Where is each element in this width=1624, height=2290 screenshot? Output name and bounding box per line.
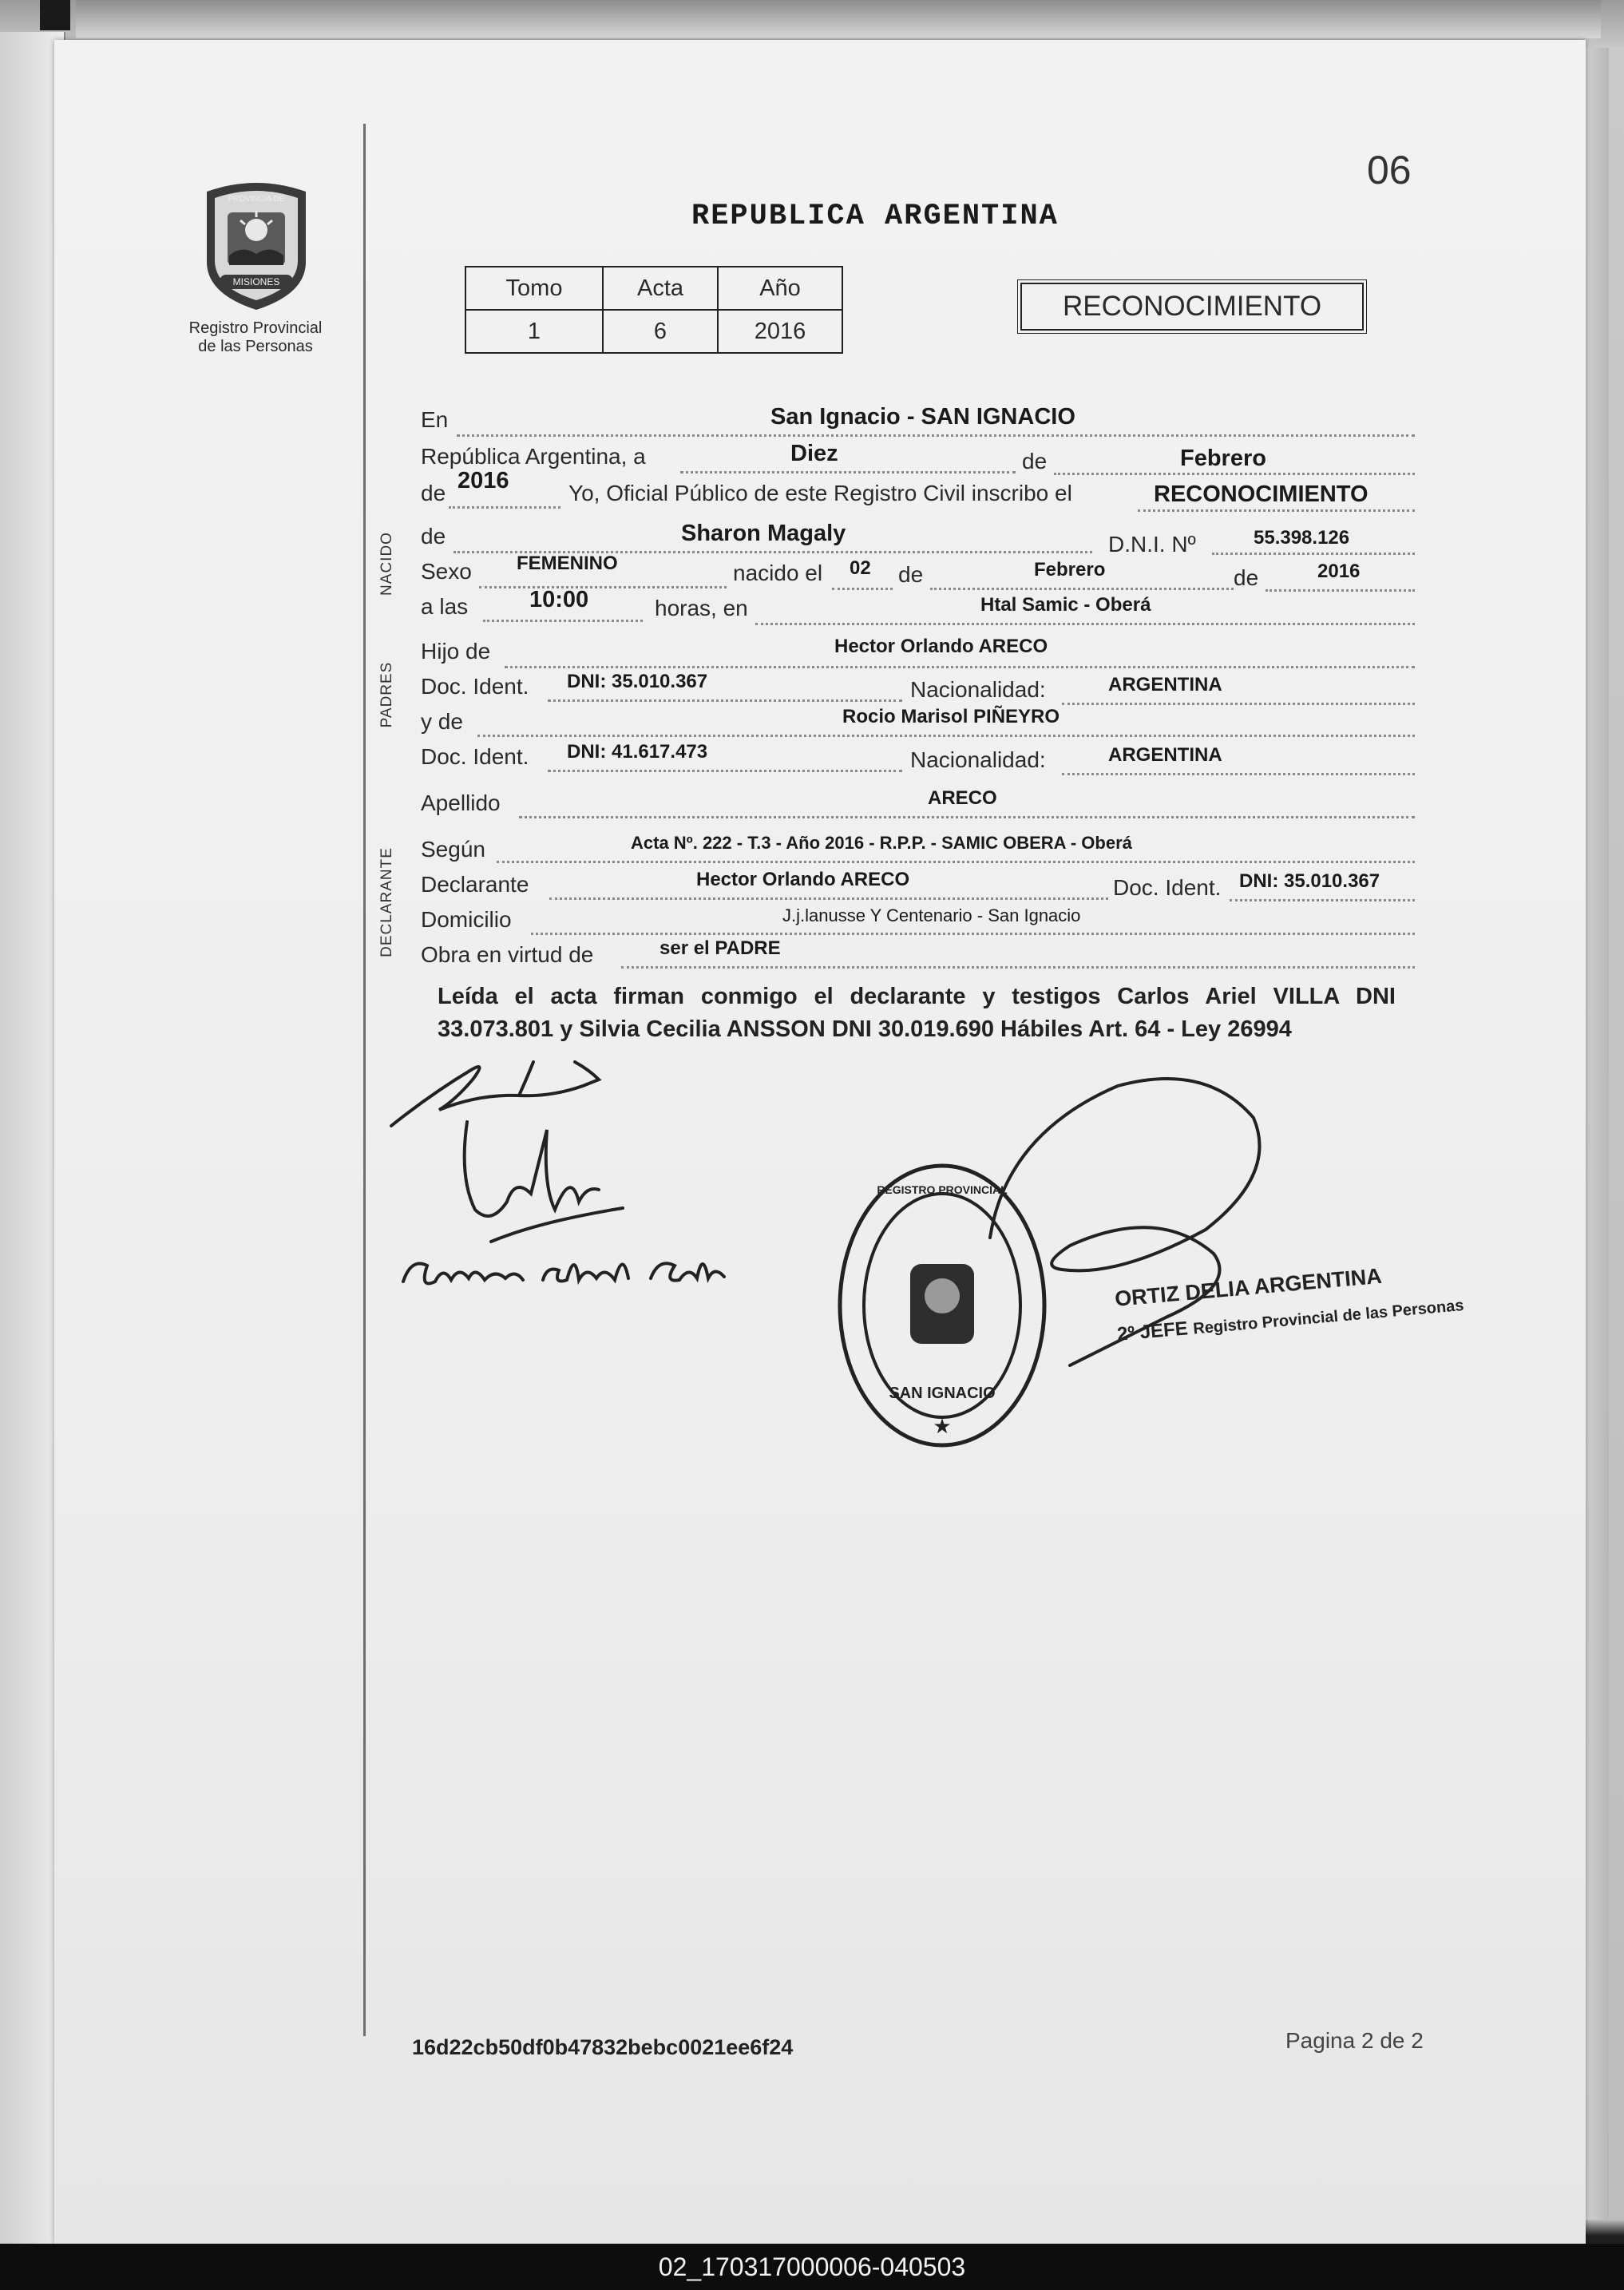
value-dia-nac: 02 — [850, 557, 871, 579]
dotted-line — [1138, 509, 1415, 512]
country-title: REPUBLICA ARGENTINA — [691, 200, 1059, 233]
value-lugar: San Ignacio - SAN IGNACIO — [770, 404, 1075, 430]
dotted-line — [479, 586, 727, 588]
label-doc-ident-2: Doc. Ident. — [421, 744, 529, 769]
official-role-title: 2º JEFE — [1116, 1317, 1189, 1345]
dotted-line — [457, 434, 1415, 437]
value-inscripcion: RECONOCIMIENTO — [1154, 481, 1369, 507]
value-padre: Hector Orlando ARECO — [834, 636, 1048, 657]
value-dia: Diez — [790, 441, 838, 466]
label-y-de: y de — [421, 709, 463, 734]
value-domicilio: J.j.lanusse Y Centenario - San Ignacio — [782, 905, 1081, 925]
dotted-line — [680, 471, 1016, 473]
official-office: Registro Provincial de las Personas — [1192, 1297, 1465, 1338]
side-label-nacido: NACIDO — [378, 532, 395, 596]
underlying-page-edge — [76, 0, 1601, 38]
label-nacido-el: nacido el — [733, 561, 823, 585]
value-anio: 2016 — [457, 468, 509, 493]
value-mes-nac: Febrero — [1034, 559, 1106, 580]
label-de-b: de — [1234, 565, 1259, 590]
dotted-line — [930, 588, 1234, 590]
dotted-line — [548, 770, 902, 772]
logo-caption-line1: Registro Provincial — [188, 319, 323, 337]
document-page — [54, 40, 1586, 2244]
closing-statement: Leída el acta firman conmigo el declarante y testigos Carlos Ariel VILLA DNI 33.073.801 y Silvia Cecilia ANSSON DNI 30.019.690 Hábiles Art. 64 - Ley 26994 — [438, 984, 1396, 1042]
header-tomo: Tomo — [465, 267, 603, 310]
svg-text:MISIONES: MISIONES — [232, 276, 280, 287]
dotted-line — [1062, 703, 1415, 705]
logo-caption — [164, 319, 347, 356]
value-anio-nac: 2016 — [1317, 561, 1361, 582]
label-declarante: Declarante — [421, 872, 529, 897]
value-tomo: 1 — [465, 310, 603, 353]
value-segun: Acta Nº. 222 - T.3 - Año 2016 - R.P.P. - SAMIC OBERA - Oberá — [631, 833, 1132, 853]
signature-witness-villa-icon — [443, 1114, 635, 1250]
dotted-line — [449, 506, 560, 509]
pagination: Pagina 2 de 2 — [1285, 2028, 1424, 2053]
label-nacionalidad-1: Nacionalidad: — [910, 677, 1046, 702]
register-table-value-row — [465, 310, 842, 353]
label-domicilio: Domicilio — [421, 907, 512, 932]
label-segun: Según — [421, 837, 485, 862]
side-label-declarante: DECLARANTE — [378, 847, 395, 957]
dotted-line — [755, 623, 1415, 625]
svg-text:SAN IGNACIO: SAN IGNACIO — [889, 1385, 996, 1402]
binder-clip-shadow — [40, 0, 70, 30]
svg-text:PROVINCIA DE: PROVINCIA DE — [228, 195, 285, 204]
dotted-line — [621, 966, 1415, 969]
label-nacionalidad-2: Nacionalidad: — [910, 747, 1046, 772]
dotted-line — [548, 699, 902, 702]
value-dni: 55.398.126 — [1254, 527, 1350, 549]
label-sexo: Sexo — [421, 559, 472, 584]
dotted-line — [497, 861, 1415, 863]
label-apellido: Apellido — [421, 790, 501, 815]
provincia-de-misiones-crest-icon — [196, 174, 317, 314]
value-mes: Febrero — [1180, 446, 1266, 471]
header-acta: Acta — [603, 267, 718, 310]
value-apellido: ARECO — [928, 787, 997, 809]
value-madre-nac: ARGENTINA — [1108, 744, 1222, 766]
value-lugar-nac: Htal Samic - Oberá — [980, 594, 1151, 616]
label-doc-ident-1: Doc. Ident. — [421, 674, 529, 699]
value-virtud: ser el PADRE — [660, 937, 781, 959]
dotted-line — [1054, 473, 1415, 475]
value-declarante: Hector Orlando ARECO — [696, 869, 910, 890]
logo-caption-line2: de las Personas — [198, 338, 313, 355]
dotted-line — [549, 897, 1108, 900]
dotted-line — [531, 933, 1415, 935]
value-acta: 6 — [603, 310, 718, 353]
label-a-las: a las — [421, 594, 469, 619]
value-madre: Rocio Marisol PIÑEYRO — [842, 706, 1060, 727]
value-anio: 2016 — [718, 310, 842, 353]
dotted-line — [1230, 899, 1415, 901]
label-obra-en-virtud: Obra en virtud de — [421, 942, 594, 967]
label-doc-ident-3: Doc. Ident. — [1113, 875, 1222, 900]
dotted-line — [1266, 589, 1415, 592]
side-label-padres: PADRES — [378, 661, 395, 728]
svg-text:★: ★ — [933, 1414, 952, 1438]
dotted-line — [1212, 553, 1415, 555]
dotted-line — [477, 735, 1415, 737]
label-en: En — [421, 407, 449, 432]
label-dni: D.N.I. Nº — [1108, 532, 1196, 557]
value-padre-doc: DNI: 35.010.367 — [567, 671, 708, 692]
register-table — [465, 266, 843, 354]
signature-witness-ansson-icon — [395, 1234, 739, 1305]
header-anio: Año — [718, 267, 842, 310]
label-de-mid: de — [1022, 449, 1048, 473]
register-table-header-row — [465, 267, 842, 310]
value-hora: 10:00 — [529, 587, 589, 612]
dotted-line — [505, 666, 1415, 668]
value-sexo: FEMENINO — [517, 553, 618, 574]
value-madre-doc: DNI: 41.617.473 — [567, 741, 708, 763]
value-declarante-doc: DNI: 35.010.367 — [1239, 870, 1380, 892]
label-de-a: de — [898, 562, 924, 587]
label-de-start: de — [421, 481, 446, 505]
value-padre-nac: ARGENTINA — [1108, 674, 1222, 695]
label-republica: República Argentina, a — [421, 444, 646, 469]
document-hash: 16d22cb50df0b47832bebc0021ee6f24 — [412, 2035, 794, 2059]
value-nombre: Sharon Magaly — [681, 521, 846, 546]
act-type-box: RECONOCIMIENTO — [1020, 283, 1364, 331]
svg-text:REGISTRO PROVINCIAL: REGISTRO PROVINCIAL — [877, 1183, 1008, 1196]
label-horas-en: horas, en — [655, 596, 748, 620]
page-number: 06 — [1367, 148, 1412, 192]
label-de-nacido: de — [421, 524, 446, 549]
official-name: ORTIZ DELIA ARGENTINA — [1114, 1263, 1383, 1311]
dotted-line — [1062, 773, 1415, 775]
label-yo-oficial: Yo, Oficial Público de este Registro Civil inscribo el — [568, 481, 1072, 505]
scan-filename: 02_170317000006-040503 — [658, 2252, 966, 2281]
label-hijo-de: Hijo de — [421, 639, 491, 664]
dotted-line — [832, 588, 893, 590]
dotted-line — [519, 816, 1415, 818]
margin-rule — [363, 124, 366, 2036]
dotted-line — [483, 620, 643, 622]
